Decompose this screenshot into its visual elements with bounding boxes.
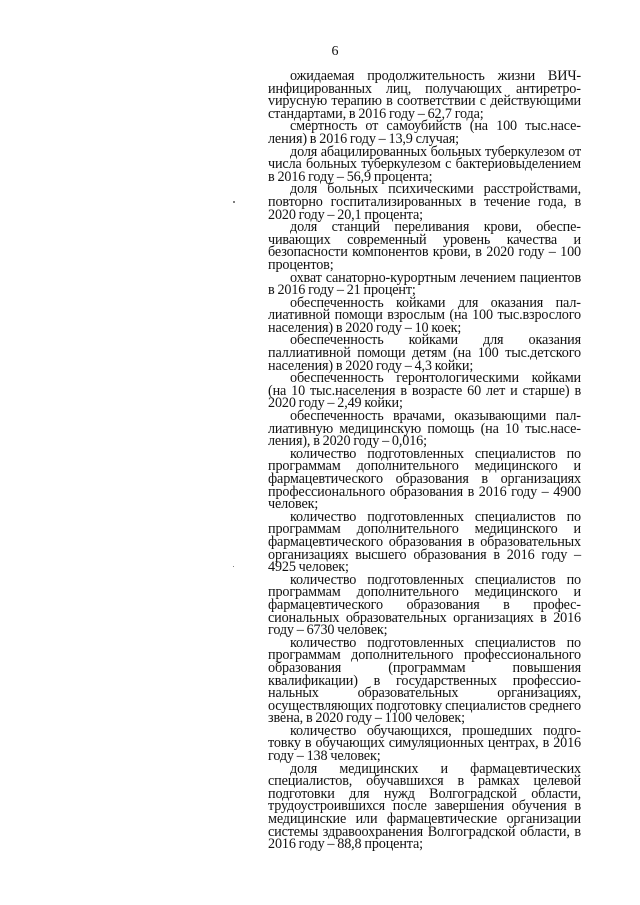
paragraph-palliative-adult-beds: обеспеченность койками для оказания паллиативной помощи взрослым (на 100 тыс.взрослого населения) в 2020 году – 10 коек; (268, 294, 581, 336)
paragraph-specialists-qualification: количество подготовленных специалистов по программам дополнительного профессионального образования (программам повышения квалификации) в государственных профессиональных образовательных организациях, осуществляющих подготовку специалистов среднего звена, в 2020 году – 1100 человек; (268, 634, 581, 727)
paragraph-specialists-professional-orgs: количество подготовленных специалистов по программам дополнительного медицинского и фармацевтического образования в организациях профессионального образования в 2016 году – 4900 человек; (268, 445, 581, 513)
paragraph-blood-stations: доля станций переливания крови, обеспечивающих современный уровень качества и безопасности компонентов крови, в 2020 году – 100 процентов; (268, 219, 581, 273)
scan-speck (233, 201, 235, 203)
paragraph-simulation-centers: количество обучающихся, прошедших подготовку в обучающих симуляционных центрах, в 2016 году – 138 человек; (268, 722, 581, 765)
paragraph-specialists-higher-education: количество подготовленных специалистов по программам дополнительного медицинского и фармацевтического образования в образовательных организациях высшего образования в 2016 году – 4925 человек; (268, 508, 581, 576)
paragraph-gerontology-beds: обеспеченность геронтологическими койками (на 10 тыс.населения в возрасте 60 лет и старше) в 2020 году – 2,49 койки; (268, 370, 581, 412)
paragraph-hiv-life-expectancy: ожидаемая продолжительность жизни ВИЧ-инфицированных лиц, получающих антиретроvирусную терапию в соответствии с действующими стандартами, в 2016 году – 62,7 года; (268, 68, 581, 122)
document-body (268, 70, 581, 851)
paragraph-palliative-child-beds: обеспеченность койками для оказания паллиативной помощи детям (на 100 тыс.детского населения) в 2020 году – 4,3 койки; (268, 332, 581, 374)
paragraph-targeted-training: доля медицинских и фармацевтических специалистов, обучавшихся в рамках целевой подготовки для нужд Волгоградской области, трудоустроившихся после завершения обучения в медицинские или фармацевтические организации системы здравоохранения Волгоградской области, в 2016 году – 88,8 процента; (268, 760, 581, 853)
page-number: 6 (331, 44, 339, 59)
scan-speck (233, 566, 234, 567)
paragraph-tuberculosis: доля абацилированных больных туберкулезом от числа больных туберкулезом с бактериовыделением в 2016 году – 56,9 процента; (268, 143, 581, 185)
paragraph-sanatorium: охват санаторно-курортным лечением пациентов в 2016 году – 21 процент; (268, 269, 581, 299)
paragraph-mental-disorders: доля больных психическими расстройствами, повторно госпитализированных в течение года, в 2020 году – 20,1 процента; (268, 181, 581, 223)
paragraph-specialists-vocational: количество подготовленных специалистов по программам дополнительного медицинского и фармацевтического образования в профессиональных образовательных организациях в 2016 году – 6730 человек; (268, 571, 581, 639)
paragraph-suicide-mortality: смертность от самоубийств (на 100 тыс.населения) в 2016 году – 13,9 случая; (268, 118, 581, 147)
paragraph-palliative-doctors: обеспеченность врачами, оказывающими паллиативную медицинскую помощь (на 10 тыс.населения), в 2020 году – 0,016; (268, 408, 581, 450)
